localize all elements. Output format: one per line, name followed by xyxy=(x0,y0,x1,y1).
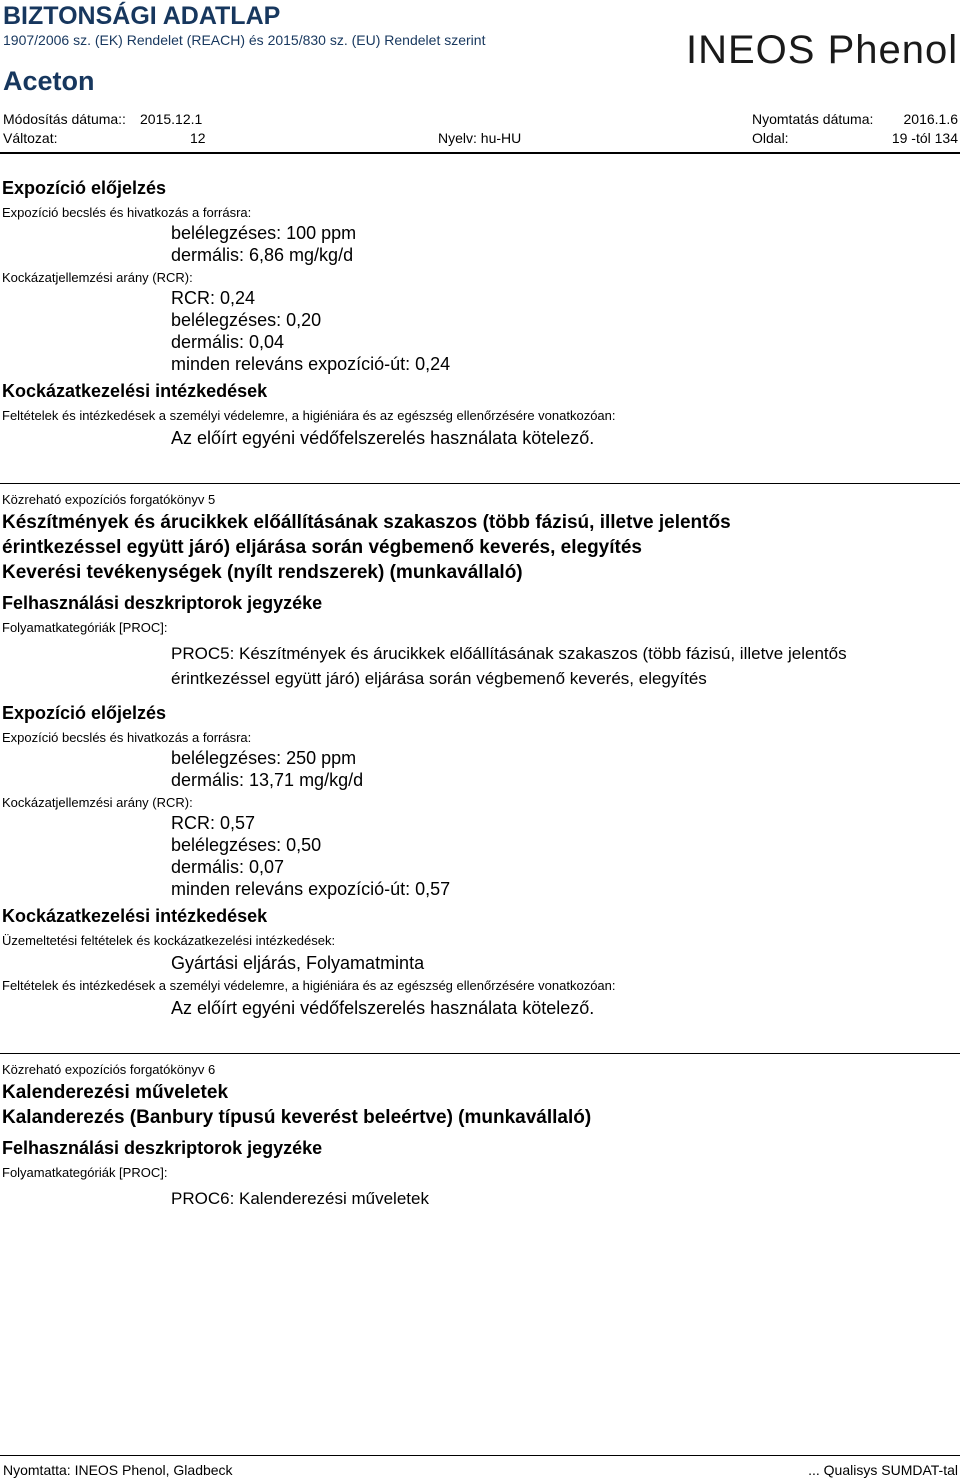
proc-value: PROC5: Készítmények és árucikkek előállításának szakaszos (több fázisú, illetve jelentős xyxy=(171,644,847,663)
proc-value: PROC6: Kalenderezési műveletek xyxy=(171,1189,429,1208)
rcr-label: Kockázatjellemzési arány (RCR): xyxy=(2,795,193,810)
scenario-6 xyxy=(0,1062,960,1211)
regulation-text: 1907/2006 sz. (EK) Rendelet (REACH) és 2015/830 sz. (EU) Rendelet szerint xyxy=(3,32,486,48)
rcr-value: minden releváns expozíció-út: 0,57 xyxy=(171,879,451,899)
modified-label: Módosítás dátuma:: xyxy=(3,111,126,127)
estimation-value: belélegzéses: 250 ppm xyxy=(171,748,357,768)
document-body xyxy=(0,168,960,1211)
exposure-heading: Expozíció előjelzés xyxy=(2,703,167,723)
product-name: Aceton xyxy=(3,66,95,96)
print-date-label: Nyomtatás dátuma: xyxy=(752,111,874,127)
scenario-label: Közreható expozíciós forgatókönyv 5 xyxy=(2,492,216,507)
estimation-value: dermális: 13,71 mg/kg/d xyxy=(171,770,364,790)
estimation-value: dermális: 6,86 mg/kg/d xyxy=(171,245,354,265)
risk-heading: Kockázatkezelési intézkedések xyxy=(2,381,268,401)
ppe-label: Feltételek és intézkedések a személyi védelemre, a higiéniára és az egészség ellenőrzésére vonatkozóan: xyxy=(2,408,616,423)
proc-value: érintkezéssel együtt járó) eljárása során végbemenő keverés, elegyítés xyxy=(171,669,707,688)
ineos-phenol-logo xyxy=(686,29,958,71)
scenario-title: Készítmények és árucikkek előállításának szakaszos (több fázisú, illetve jelentős xyxy=(2,512,731,533)
version-label: Változat: xyxy=(3,130,58,146)
header-divider xyxy=(0,152,960,154)
descriptor-heading: Felhasználási deszkriptorok jegyzéke xyxy=(2,1138,323,1158)
scenario-title: érintkezéssel együtt járó) eljárása során végbemenő keverés, elegyítés xyxy=(2,537,642,558)
exposure-block-1 xyxy=(0,178,960,449)
page-label: Oldal: xyxy=(752,130,789,146)
document-title: BIZTONSÁGI ADATLAP xyxy=(3,2,281,30)
operational-conditions-label: Üzemeltetési feltételek és kockázatkezelési intézkedések: xyxy=(2,933,336,948)
risk-heading: Kockázatkezelési intézkedések xyxy=(2,906,268,926)
logo-text: INEOS Phenol xyxy=(686,29,958,71)
rcr-value: RCR: 0,24 xyxy=(171,288,256,308)
scenario-label: Közreható expozíciós forgatókönyv 6 xyxy=(2,1062,216,1077)
proc-label: Folyamatkategóriák [PROC]: xyxy=(2,620,168,635)
footer-printed-by: Nyomtatta: INEOS Phenol, Gladbeck xyxy=(3,1462,233,1478)
rcr-value: RCR: 0,57 xyxy=(171,813,256,833)
ppe-value: Az előírt egyéni védőfelszerelés használata kötelező. xyxy=(171,428,595,448)
page-value: 19 -tól 134 xyxy=(891,130,958,146)
rcr-value: dermális: 0,07 xyxy=(171,857,285,877)
operational-conditions-value: Gyártási eljárás, Folyamatminta xyxy=(171,953,425,973)
estimation-label: Expozíció becslés és hivatkozás a forrásra: xyxy=(2,730,252,745)
ppe-label: Feltételek és intézkedések a személyi védelemre, a higiéniára és az egészség ellenőrzésére vonatkozóan: xyxy=(2,978,616,993)
estimation-value: belélegzéses: 100 ppm xyxy=(171,223,357,243)
rcr-value: dermális: 0,04 xyxy=(171,332,285,352)
rcr-value: belélegzéses: 0,20 xyxy=(171,310,322,330)
print-date-value: 2016.1.6 xyxy=(903,111,958,127)
rcr-label: Kockázatjellemzési arány (RCR): xyxy=(2,270,193,285)
proc-label: Folyamatkategóriák [PROC]: xyxy=(2,1165,168,1180)
rcr-value: minden releváns expozíció-út: 0,24 xyxy=(171,354,451,374)
footer-software: ... Qualisys SUMDAT-tal xyxy=(808,1462,958,1478)
language-text: Nyelv: hu-HU xyxy=(438,130,522,146)
footer-divider xyxy=(0,1455,960,1456)
rcr-value: belélegzéses: 0,50 xyxy=(171,835,322,855)
descriptor-heading: Felhasználási deszkriptorok jegyzéke xyxy=(2,593,323,613)
exposure-heading: Expozíció előjelzés xyxy=(2,178,167,198)
scenario-5 xyxy=(0,492,960,1019)
scenario-divider xyxy=(0,1053,960,1054)
ppe-value: Az előírt egyéni védőfelszerelés használata kötelező. xyxy=(171,998,595,1018)
version-value: 12 xyxy=(190,130,206,146)
scenario-title: Kalenderezési műveletek xyxy=(2,1082,229,1103)
scenario-title: Kalanderezés (Banbury típusú keverést beleértve) (munkavállaló) xyxy=(2,1107,592,1128)
estimation-label: Expozíció becslés és hivatkozás a forrásra: xyxy=(2,205,252,220)
scenario-divider xyxy=(0,483,960,484)
modified-value: 2015.12.1 xyxy=(140,111,203,127)
scenario-title: Keverési tevékenységek (nyílt rendszerek) (munkavállaló) xyxy=(2,562,523,583)
